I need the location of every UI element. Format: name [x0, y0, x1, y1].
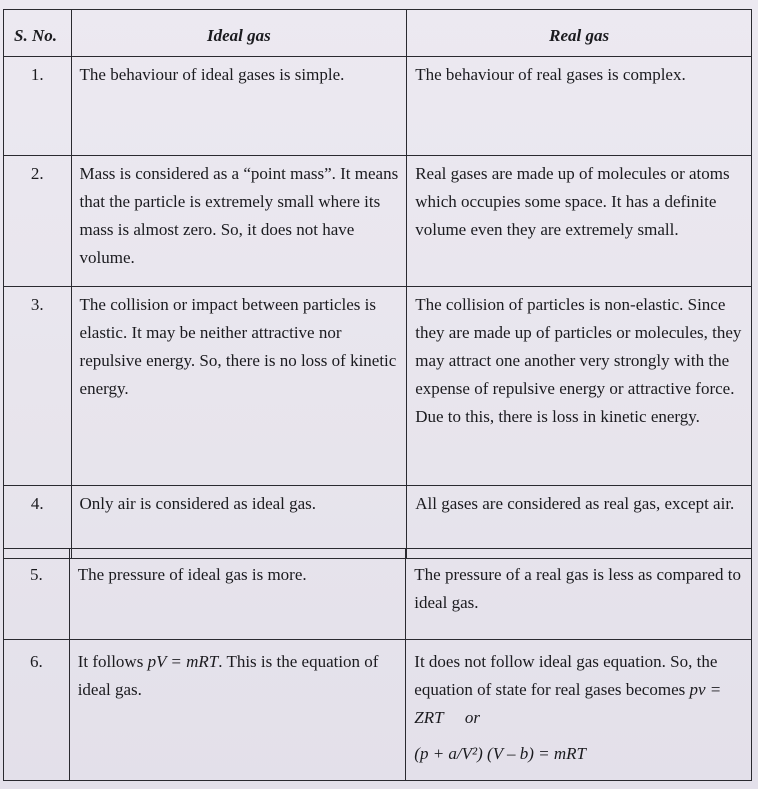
ideal-gas-cell: The behaviour of ideal gases is simple. [71, 57, 407, 156]
header-sno: S. No. [4, 10, 72, 57]
comparison-table-part-1 [3, 9, 752, 559]
row-number: 6. [4, 640, 70, 781]
real-gas-equation-z: pv = ZRT [414, 680, 722, 727]
ideal-gas-cell: The pressure of ideal gas is more. [69, 549, 406, 640]
ideal-gas-cell [69, 640, 406, 781]
header-row [4, 10, 752, 57]
real-gas-cell: All gases are considered as real gas, except air. [407, 486, 752, 559]
table-row [4, 156, 752, 287]
table-row [4, 640, 752, 781]
real-gas-cell: The collision of particles is non-elastic. Since they are made up of particles or molecules, they may attract one another very strongly with the expense of repulsive energy or attractive force. Due to this, there is loss in kinetic energy. [407, 287, 752, 486]
table-row [4, 57, 752, 156]
van-der-waals-equation: (p + a/V²) (V – b) = mRT [414, 744, 587, 763]
header-ideal-gas: Ideal gas [71, 10, 407, 57]
ideal-gas-cell: The collision or impact between particles is elastic. It may be neither attractive nor repulsive energy. So, there is no loss of kinetic energy. [71, 287, 407, 486]
table-row [4, 287, 752, 486]
row-number: 2. [4, 156, 72, 287]
row-number: 4. [4, 486, 72, 559]
table-row [4, 549, 752, 640]
row-number: 5. [4, 549, 70, 640]
real-gas-cell: The pressure of a real gas is less as compared to ideal gas. [406, 549, 752, 640]
real-gas-cell: The behaviour of real gases is complex. [407, 57, 752, 156]
comparison-table-part-2 [3, 548, 752, 781]
ideal-text-pre: It follows [77, 652, 148, 671]
header-real-gas: Real gas [407, 10, 752, 57]
real-text: It does not follow ideal gas equation. So, the equation of state for real gases becomes [414, 652, 718, 699]
real-gas-cell [406, 640, 752, 781]
or-label: or [464, 708, 480, 727]
ideal-text-post: . This is the equation of ideal gas. [77, 652, 379, 699]
row-number: 1. [4, 57, 72, 156]
ideal-gas-cell: Only air is considered as ideal gas. [71, 486, 407, 559]
row-number: 3. [4, 287, 72, 486]
ideal-gas-equation: pV = mRT [147, 652, 219, 671]
real-gas-cell: Real gases are made up of molecules or atoms which occupies some space. It has a definite volume even they are extremely small. [407, 156, 752, 287]
ideal-gas-cell: Mass is considered as a “point mass”. It means that the particle is extremely small where its mass is almost zero. So, it does not have volume. [71, 156, 407, 287]
